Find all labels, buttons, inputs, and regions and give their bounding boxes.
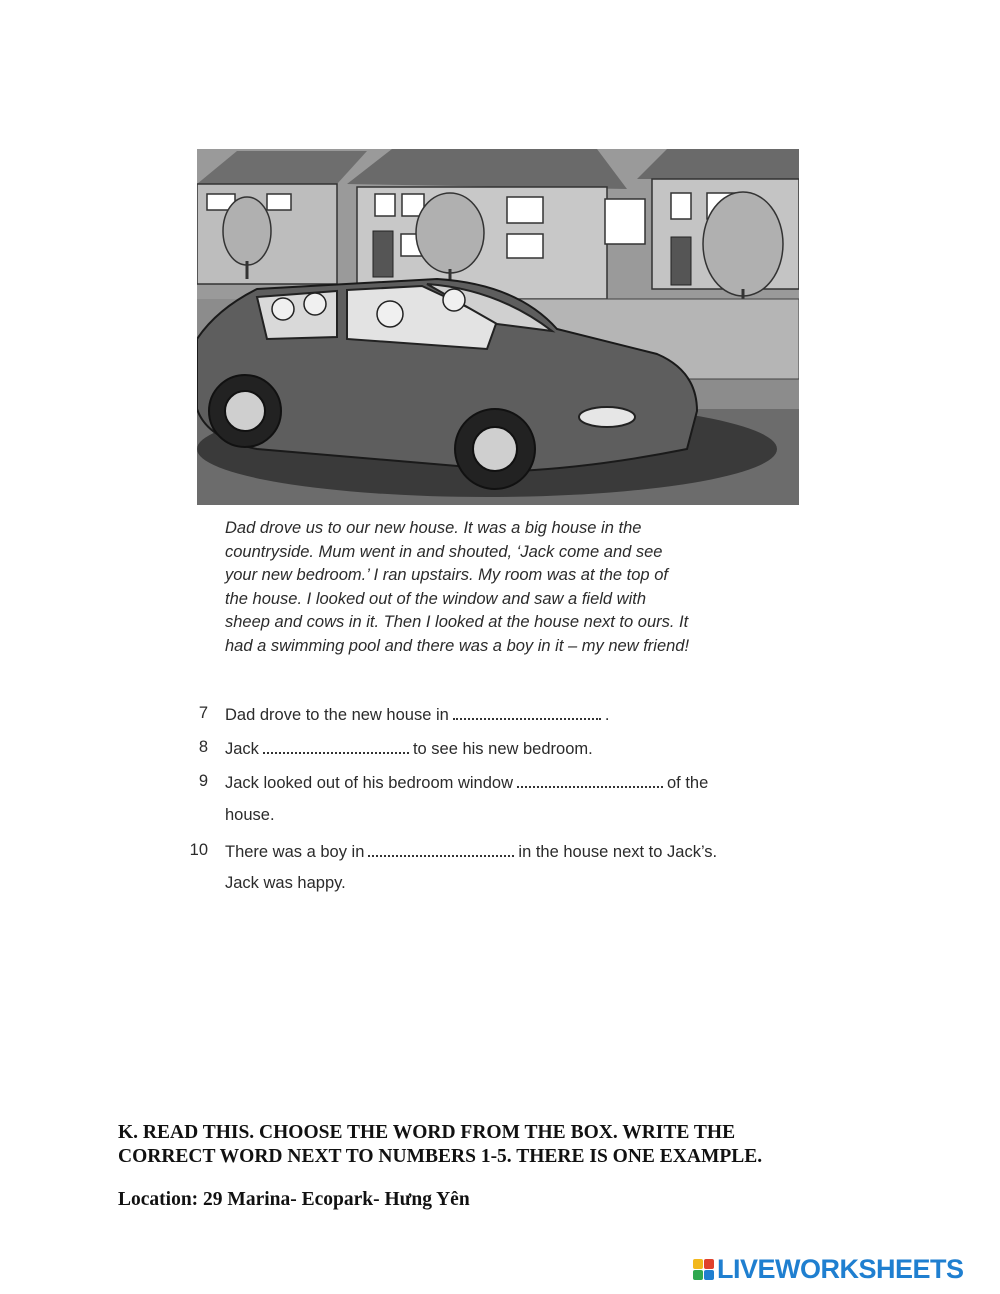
logo-text: LIVEWORKSHEETS [717, 1253, 964, 1284]
logo-square-red [704, 1259, 714, 1269]
question-10-answer-blank[interactable] [368, 841, 514, 857]
question-9-continuation: house. [225, 806, 275, 824]
story-line: your new bedroom.’ I ran upstairs. My room was at the top of [225, 566, 668, 585]
question-8-before: Jack [225, 740, 259, 758]
question-7-before: Dad drove to the new house in [225, 706, 449, 724]
question-10-continuation: Jack was happy. [225, 874, 346, 892]
section-k-line-2: CORRECT WORD NEXT TO NUMBERS 1-5. THERE IS ONE EXAMPLE. [118, 1146, 763, 1167]
question-9-after: of the [667, 774, 709, 792]
location-text: Location: 29 Marina- Ecopark- Hưng Yên [118, 1189, 470, 1210]
question-9 [225, 772, 708, 793]
question-10-before: There was a boy in [225, 843, 365, 861]
question-7-answer-blank[interactable] [453, 704, 601, 720]
question-7-after: . [604, 706, 610, 724]
story-paragraph [225, 517, 785, 659]
question-9-number: 9 [198, 772, 208, 790]
question-9-before: Jack looked out of his bedroom window [225, 774, 513, 792]
question-8-number: 8 [198, 738, 208, 756]
liveworksheets-logo[interactable] [693, 1254, 964, 1284]
question-10-after: in the house next to Jack’s. [518, 843, 718, 861]
logo-square-green [693, 1270, 703, 1280]
question-8-answer-blank[interactable] [263, 738, 409, 754]
question-10 [225, 841, 717, 862]
question-8-after: to see his new bedroom. [412, 740, 593, 758]
story-line: countryside. Mum went in and shouted, ‘Jack come and see [225, 542, 663, 561]
question-10-number: 10 [189, 841, 208, 859]
section-k-line-1: K. READ THIS. CHOOSE THE WORD FROM THE BOX. WRITE THE [118, 1122, 736, 1143]
liveworksheets-logo-icon [693, 1259, 714, 1280]
story-line: sheep and cows in it. Then I looked at the house next to ours. It [225, 613, 689, 632]
story-line: had a swimming pool and there was a boy in it – my new friend! [225, 636, 690, 655]
question-7 [225, 704, 609, 725]
section-k-heading [118, 1121, 878, 1169]
car-family-street-illustration-icon [197, 149, 799, 505]
question-9-answer-blank[interactable] [517, 772, 663, 788]
logo-square-blue [704, 1270, 714, 1280]
question-8 [225, 738, 593, 759]
story-illustration [197, 149, 799, 505]
logo-square-yellow [693, 1259, 703, 1269]
story-line: Dad drove us to our new house. It was a big house in the [225, 519, 642, 537]
question-7-number: 7 [198, 704, 208, 722]
story-line: the house. I looked out of the window and saw a field with [225, 589, 647, 608]
